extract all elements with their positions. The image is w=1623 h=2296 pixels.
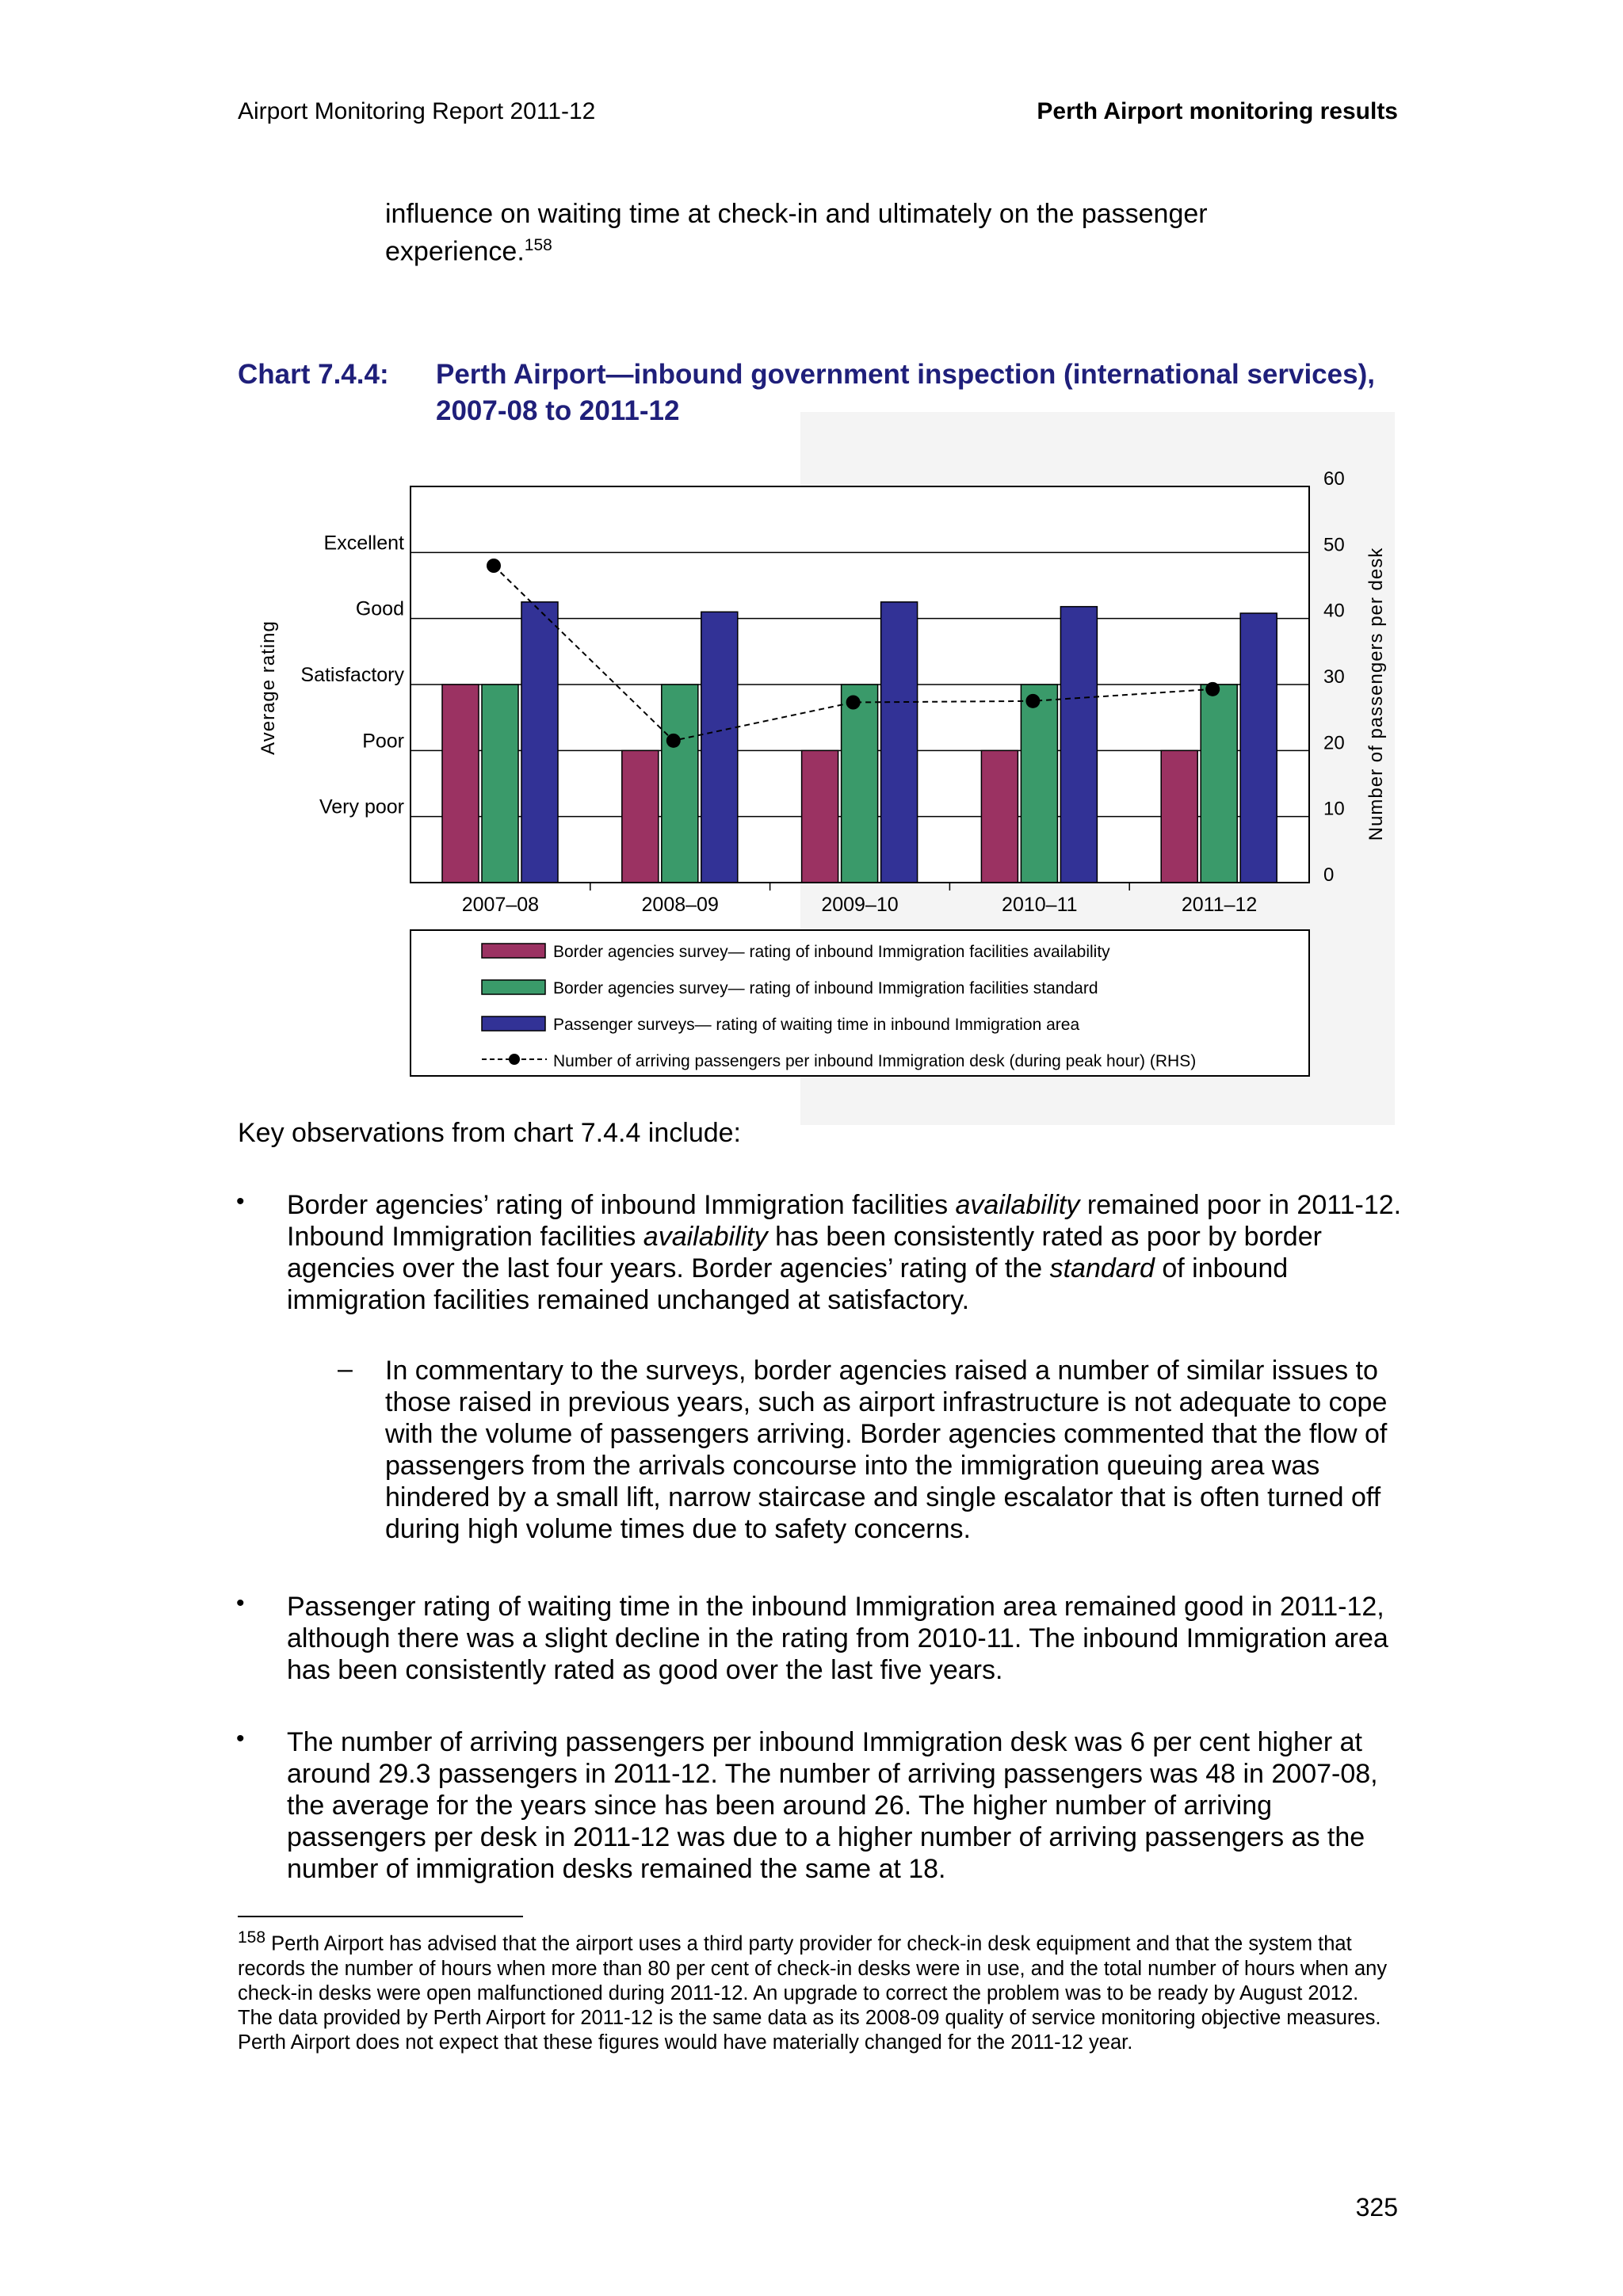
bar-waiting-time-1 (701, 612, 738, 883)
right-tick-label: 30 (1323, 666, 1345, 688)
footnote (238, 1925, 1395, 2055)
bar-availability-1 (622, 750, 659, 883)
legend-swatch-availability (482, 944, 545, 958)
bar-availability-0 (442, 685, 479, 883)
passengers-point-4 (1205, 682, 1220, 696)
bar-waiting-time-2 (881, 602, 918, 883)
bullet-1-part1: Border agencies’ rating of inbound Immigration facilities (287, 1190, 956, 1220)
left-axis-label: Average rating (258, 620, 279, 755)
right-tick-label: 60 (1323, 468, 1345, 490)
chart-number: Chart 7.4.4: (238, 359, 389, 390)
right-tick-label: 20 (1323, 732, 1345, 754)
bullet-3-symbol: • (236, 1726, 245, 1752)
legend-label-standard: Border agencies survey— rating of inbound Immigration facilities standard (553, 979, 1098, 997)
x-tick-label: 2007–08 (461, 894, 540, 916)
bullet-1-part2: remained poor in 2011-12. Inbound Immigration facilities (287, 1190, 1402, 1252)
left-tick-label: Excellent (323, 532, 404, 555)
page-number: 325 (1355, 2193, 1398, 2222)
passengers-point-0 (487, 559, 501, 573)
passengers-point-2 (846, 696, 861, 710)
legend-swatch-waiting-time (482, 1016, 545, 1031)
bullet-1-emphasis3: standard (1049, 1253, 1155, 1283)
legend-label-waiting-time: Passenger surveys— rating of waiting time in inbound Immigration area (553, 1016, 1080, 1034)
bullet-1-emphasis1: availability (955, 1190, 1080, 1220)
bar-standard-0 (482, 685, 518, 883)
chart-7-4-4 (0, 0, 1623, 1125)
bullet-1-symbol: • (236, 1188, 245, 1215)
bar-standard-1 (662, 685, 698, 883)
x-tick-label: 2010–11 (1002, 894, 1078, 916)
left-tick-label: Poor (362, 730, 404, 753)
left-tick-label: Very poor (319, 795, 404, 818)
bar-standard-2 (842, 685, 878, 883)
left-tick-label: Good (355, 597, 404, 620)
bar-availability-4 (1161, 750, 1197, 883)
legend-line-marker (509, 1054, 520, 1065)
legend-label-passengers: Number of arriving passengers per inbound Immigration desk (during peak hour) (RHS) (553, 1052, 1197, 1070)
bullet-1-part3: has been consistently rated as poor by border agencies over the last four years. Border agencies’ rating of the (287, 1222, 1322, 1283)
bar-waiting-time-4 (1240, 613, 1277, 883)
bullet-3-text: The number of arriving passengers per inbound Immigration desk was 6 per cent higher at around 29.3 passengers in 2011-12. The number of arriving passengers was 48 in 2007-08, the average for the years since has been around 26. The higher number of arriving passengers per desk in 2011-12 was due to a higher number of arriving passengers as the number of immigration desks remained the same at 18. (287, 1727, 1378, 1884)
bar-waiting-time-3 (1060, 607, 1097, 883)
right-tick-label: 40 (1323, 600, 1345, 622)
x-tick-label: 2008–09 (641, 894, 719, 916)
passengers-point-3 (1025, 694, 1040, 708)
x-tick-label: 2011–12 (1181, 894, 1258, 916)
observations-intro: Key observations from chart 7.4.4 include: (238, 1118, 741, 1148)
bullet-1-text (287, 1189, 1412, 1316)
footnote-separator (238, 1916, 523, 1917)
right-tick-label: 10 (1323, 798, 1345, 820)
sub-bullet-symbol: – (338, 1354, 353, 1384)
header-report-title: Airport Monitoring Report 2011-12 (238, 98, 596, 124)
intro-text: influence on waiting time at check-in and ultimately on the passenger experience. (385, 199, 1208, 267)
bar-availability-3 (981, 750, 1018, 883)
footnote-text: Perth Airport has advised that the airport uses a third party provider for check-in desk equipment and that the system that records the number of hours when more than 80 per cent of check-in desks were in use, and the total number of hours when any check-in desks were open malfunctioned during 2011-12. An upgrade to correct the problem was to be ready by August 2012. The data provided by Perth Airport for 2011-12 is the same data as its 2008-09 quality of service monitoring objective measures. Perth Airport does not expect that these figures would have materially changed for the 2011-12 year. (238, 1932, 1388, 2054)
right-tick-label: 0 (1323, 864, 1335, 886)
sub-bullet-text: In commentary to the surveys, border agencies raised a number of similar issues to those raised in previous years, such as airport infrastructure is not adequate to cope with the volume of passengers arriving. Border agencies commented that the flow of passengers from the arrivals concourse into the immigration queuing area was hindered by a small lift, narrow staircase and single escalator that is often turned off during high volume times due to safety concerns. (385, 1356, 1388, 1544)
header-section-title: Perth Airport monitoring results (1037, 98, 1398, 124)
bar-waiting-time-0 (521, 602, 558, 883)
bar-standard-3 (1021, 685, 1057, 883)
chart-title-line1: Perth Airport—inbound government inspection (international services), (436, 359, 1375, 390)
bar-standard-4 (1201, 685, 1237, 883)
chart-title-line2: 2007-08 to 2011-12 (436, 395, 680, 426)
passengers-point-1 (666, 734, 681, 748)
bar-availability-2 (802, 750, 838, 883)
bullet-2-text: Passenger rating of waiting time in the inbound Immigration area remained good in 2011-12, although there was a slight decline in the rating from 2010-11. The inbound Immigration area has been consistently rated as good over the last five years. (287, 1592, 1388, 1685)
right-tick-label: 50 (1323, 534, 1345, 556)
x-tick-label: 2009–10 (821, 894, 899, 916)
footnote-ref[interactable]: 158 (524, 236, 552, 254)
footnote-number: 158 (238, 1928, 266, 1947)
right-axis-label: Number of passengers per desk (1365, 547, 1387, 841)
legend-label-availability: Border agencies survey— rating of inbound Immigration facilities availability (553, 943, 1110, 961)
legend-swatch-standard (482, 980, 545, 994)
bullet-1-part4: of inbound immigration facilities remained unchanged at satisfactory. (287, 1253, 1289, 1315)
bullet-1-emphasis2: availability (643, 1222, 768, 1252)
left-tick-label: Satisfactory (300, 664, 404, 686)
bullet-2-symbol: • (236, 1590, 245, 1616)
